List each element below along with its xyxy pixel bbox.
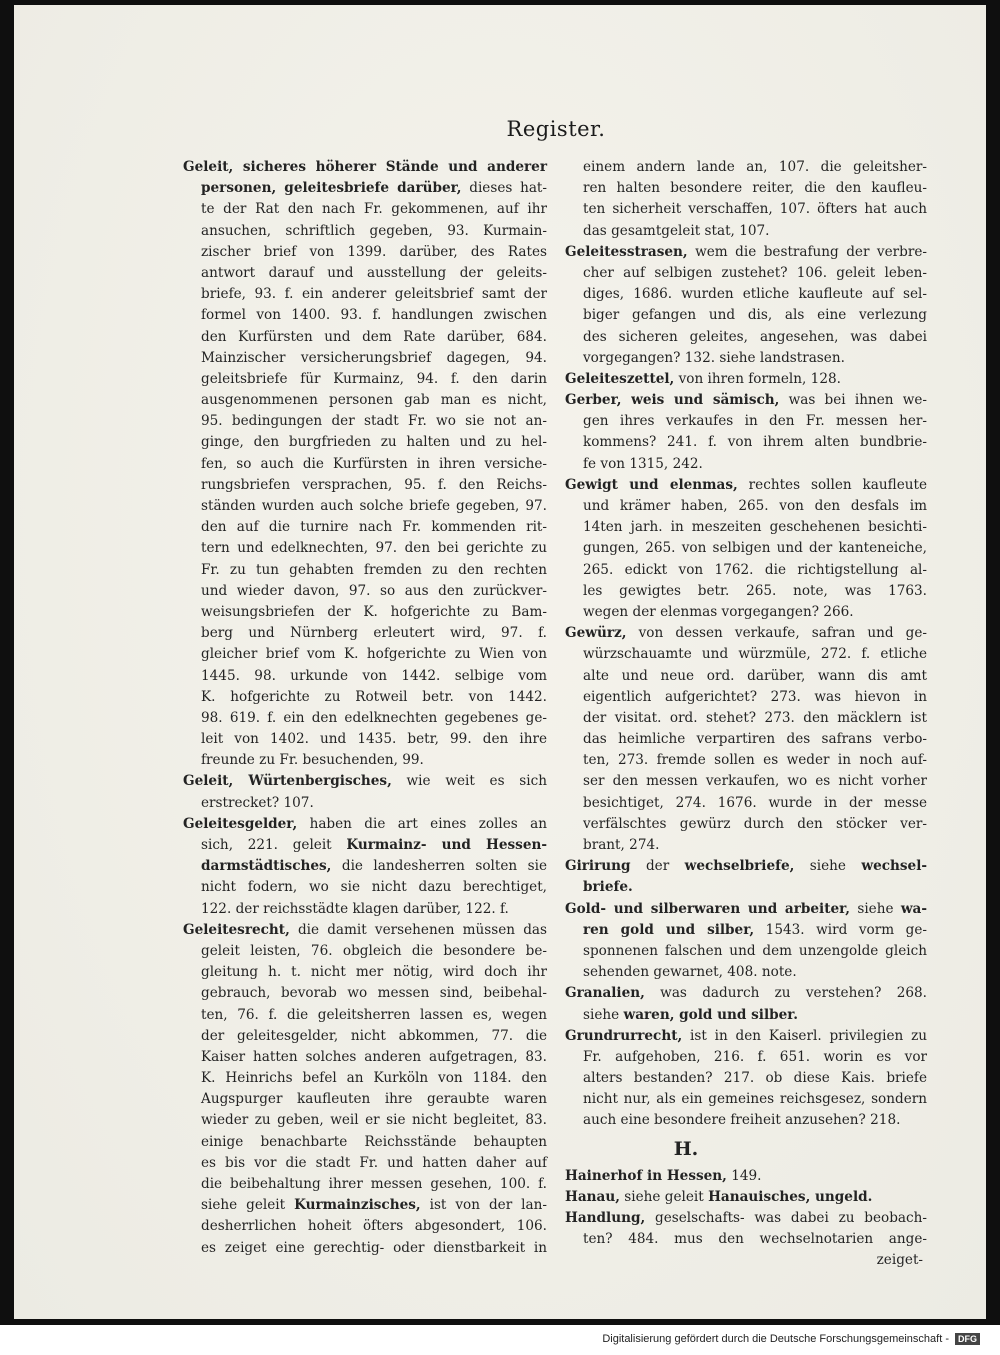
- entry-text: Augspurger kaufleuten ihre geraubte waren: [201, 1091, 547, 1108]
- text-line: [565, 1005, 927, 1026]
- text-line: [183, 899, 547, 920]
- text-line: [183, 263, 547, 284]
- entry-keyword: Geleitesgelder,: [183, 815, 298, 832]
- text-line: [565, 983, 927, 1004]
- entry-text: cher auf selbigen zustehet? 106. geleit leben-: [583, 264, 927, 281]
- text-line: [183, 157, 547, 178]
- text-line: [565, 1208, 927, 1229]
- text-line: [183, 199, 547, 220]
- entry-text: die damit versehenen müssen das: [289, 921, 547, 938]
- text-line: [183, 1216, 547, 1237]
- entry-keyword: ren gold und silber,: [583, 921, 755, 938]
- entry-text: briefe, 93. f. ein anderer geleitsbrief samt der: [201, 286, 547, 303]
- text-line: [183, 623, 547, 644]
- text-line: [565, 284, 927, 305]
- entry-text: erstrecket? 107.: [201, 794, 314, 811]
- entry-text: wegen der elenmas vorgegangen? 266.: [583, 603, 854, 620]
- scanned-page: [14, 5, 986, 1319]
- entry-keyword: Geleitesstrasen,: [565, 243, 688, 260]
- entry-text: ser den messen verkaufen, wo es nicht vorher: [583, 773, 927, 790]
- entry-text: es zeiget eine gerechtig- oder dienstbarkeit in: [201, 1239, 547, 1256]
- entry-text: Mainzischer versicherungsbrief dagegen, 94.: [201, 349, 547, 366]
- entry-text: te der Rat den nach Fr. gekommenen, auf ihr: [201, 201, 547, 218]
- text-line: [565, 560, 927, 581]
- text-line: [183, 348, 547, 369]
- entry-text: weisungsbriefen der K. hofgerichte zu Bam-: [201, 603, 547, 620]
- text-line: [183, 750, 547, 771]
- entry-text: siehe: [583, 1006, 624, 1023]
- entry-text: dieses hat-: [461, 180, 547, 197]
- entry-text: gleitung h. t. nicht mer nötig, wird doch ihr: [201, 964, 547, 981]
- entry-text: das heimliche verpartiren des safrans verbo-: [583, 731, 927, 748]
- text-line: [183, 284, 547, 305]
- entry-text: alte und neue ord. darüber, wann dis amt: [583, 667, 927, 684]
- entry-text: die landesherren solten sie: [331, 858, 547, 875]
- entry-text: 95. bedingungen der stadt Fr. wo sie not an-: [201, 413, 547, 430]
- entry-text: einige benachbarte Reichsstände behaupten: [201, 1133, 547, 1150]
- entry-keyword: wechselbriefe,: [684, 858, 795, 875]
- text-line: [565, 666, 927, 687]
- entry-keyword: briefe.: [583, 879, 633, 896]
- text-line: [565, 390, 927, 411]
- entry-text: Kaiser hatten solches anderen aufgetragen, 83.: [201, 1048, 547, 1065]
- text-line: [183, 221, 547, 242]
- entry-keyword: wechsel-: [861, 858, 927, 875]
- text-line: [183, 962, 547, 983]
- text-line: [565, 814, 927, 835]
- entry-text: gungen, 265. von selbigen und der kanteneiche,: [583, 540, 927, 557]
- entry-keyword: Geleiteszettel,: [565, 370, 675, 387]
- text-line: [565, 856, 927, 877]
- text-line: [565, 1187, 927, 1208]
- entry-text: brant, 274.: [583, 837, 660, 853]
- entry-text: sponnenen falschen und dem unzengolde gleich: [583, 942, 927, 959]
- text-line: [565, 793, 927, 814]
- text-line: [183, 178, 547, 199]
- entry-text: und wieder davon, 97. so aus den zurückver-: [201, 582, 547, 599]
- left-column: [183, 157, 547, 1259]
- entry-text: was dadurch zu verstehen? 268.: [644, 985, 927, 1002]
- text-line: [183, 687, 547, 708]
- text-line: [183, 454, 547, 475]
- entry-text: wieder zu geben, weil er sie nicht begleitet, 83.: [201, 1112, 547, 1129]
- entry-text: und krämer haben, 265. von den desfals im: [583, 498, 927, 514]
- entry-text: 98. 619. f. ein den edelknechten gegebenes ge-: [201, 709, 547, 726]
- text-line: [565, 157, 927, 178]
- entry-keyword: Hainerhof in Hessen,: [565, 1167, 727, 1184]
- entry-keyword: waren, gold und silber.: [623, 1006, 798, 1023]
- text-line: [183, 581, 547, 602]
- text-line: [183, 708, 547, 729]
- text-line: [565, 729, 927, 750]
- entry-text: H.: [673, 1137, 699, 1160]
- text-line: [183, 560, 547, 581]
- text-line: [183, 1153, 547, 1174]
- entry-text: geleitsbriefe für Kurmainz, 94. f. den darin: [201, 370, 547, 387]
- entry-text: einem andern lande an, 107. die geleitsher-: [583, 159, 927, 175]
- entry-text: ständen wurden auch solche briefe gegeben, 97.: [201, 498, 547, 514]
- entry-text: siehe: [850, 900, 901, 917]
- entry-text: ist in den Kaiserl. privilegien zu: [682, 1027, 927, 1044]
- text-line: [183, 666, 547, 687]
- text-line: [183, 305, 547, 326]
- entry-text: sich, 221. geleit: [201, 837, 347, 853]
- entry-text: gleicher brief vom K. hofgerichte zu Wien von: [201, 646, 547, 663]
- entry-text: verfälschtes gewürz durch den stöcker ver-: [583, 815, 927, 832]
- text-line: [565, 496, 927, 517]
- text-line: [565, 877, 927, 898]
- text-line: [565, 263, 927, 284]
- text-line: [183, 729, 547, 750]
- right-column: [565, 157, 927, 1272]
- text-line: [565, 602, 927, 623]
- entry-text: ginge, den burgfrieden zu halten und zu hel-: [201, 434, 547, 451]
- entry-text: alters bestanden? 217. ob diese Kais. briefe: [583, 1070, 927, 1087]
- entry-keyword: Hanauisches, ungeld.: [708, 1188, 873, 1205]
- entry-text: ten? 484. mus den wechselnotarien ange-: [583, 1231, 927, 1248]
- entry-text: 1445. 98. urkunde von 1442. selbige vom: [201, 667, 547, 684]
- entry-keyword: Handlung,: [565, 1210, 646, 1226]
- text-line: [183, 432, 547, 453]
- entry-text: gebrauch, bevorab wo messen sind, beibehal-: [201, 985, 547, 1002]
- entry-text: nicht fodern, wo sie nicht dazu berechtiget,: [201, 879, 547, 896]
- entry-text: die beibehaltung ihrer messen gesehen, 100. f.: [201, 1176, 547, 1192]
- entry-text: vorgegangen? 132. siehe landstrasen.: [583, 349, 845, 366]
- entry-text: 265. edickt von 1762. die richtigstellung al-: [583, 561, 927, 578]
- text-line: [565, 581, 927, 602]
- entry-text: 1543. wird vorm ge-: [754, 921, 927, 938]
- text-line: [565, 348, 927, 369]
- entry-text: ren halten besondere reiter, die den kaufleu-: [583, 180, 927, 197]
- catchword: [565, 1250, 927, 1271]
- entry-text: eigentlich aufgerichtet? 273. was hievon in: [583, 688, 927, 705]
- entry-text: K. Heinrichs befel an Kurköln von 1184. den: [201, 1070, 547, 1087]
- text-line: [565, 411, 927, 432]
- text-line: [565, 1089, 927, 1110]
- text-line: [565, 454, 927, 475]
- text-line: [565, 1068, 927, 1089]
- entry-keyword: darmstädtisches,: [201, 858, 332, 875]
- entry-text: Fr. zu tun gehabten fremden zu den rechten: [201, 561, 547, 578]
- entry-text: der visitat. ord. stehet? 273. den mäcklern ist: [583, 709, 927, 726]
- entry-text: siehe geleit: [201, 1197, 295, 1214]
- entry-text: würzschauamte und würzmüle, 272. f. etliche: [583, 646, 927, 663]
- text-line: [565, 305, 927, 326]
- text-line: [183, 1026, 547, 1047]
- entry-text: das gesamtgeleit stat, 107.: [583, 222, 770, 239]
- entry-text: biger gefangen und dis, als eine verlezung: [583, 307, 927, 324]
- entry-keyword: Gewürz,: [565, 625, 627, 642]
- entry-text: was bei ihnen we-: [779, 392, 927, 409]
- text-line: [183, 1174, 547, 1195]
- entry-keyword: Kurmainzisches,: [294, 1197, 421, 1214]
- text-line: [565, 1026, 927, 1047]
- entry-text: den Kurfürsten und dem Rate darüber, 684.: [201, 328, 547, 345]
- entry-text: besichtiget, 274. 1676. wurde in der messe: [583, 794, 927, 811]
- entry-text: der geleitesgelder, nicht abkommen, 77. die: [201, 1027, 547, 1044]
- text-line: [183, 411, 547, 432]
- text-line: [183, 327, 547, 348]
- text-line: [565, 899, 927, 920]
- text-line: [183, 835, 547, 856]
- entry-text: wie weit es sich: [391, 773, 547, 790]
- entry-text: wem die bestrafung der verbre-: [687, 243, 927, 260]
- text-line: [565, 242, 927, 263]
- entry-text: geleit leisten, 76. obgleich die besondere be-: [201, 942, 547, 959]
- text-line: [565, 835, 927, 856]
- entry-text: tern und edelknechten, 97. den bei gerichte zu: [201, 540, 547, 557]
- text-line: [183, 793, 547, 814]
- entry-text: ist von der lan-: [420, 1197, 547, 1214]
- entry-text: nicht nur, als ein gemeines reichsgesez, sondern: [583, 1091, 927, 1108]
- text-line: [183, 644, 547, 665]
- entry-text: des sicheren geleites, angesehen, was dabei: [583, 328, 927, 345]
- text-line: [183, 771, 547, 792]
- entry-text: desherrlichen hoheit öfters abgesondert, 106.: [201, 1218, 547, 1235]
- entry-text: K. hofgerichte zu Rotweil betr. von 1442.: [201, 688, 547, 705]
- text-line: [565, 750, 927, 771]
- text-line: [183, 1195, 547, 1216]
- entry-text: zeiget-: [876, 1252, 923, 1269]
- text-line: [183, 538, 547, 559]
- entry-keyword: Kurmainz- und Hessen-: [346, 837, 547, 853]
- text-line: [183, 242, 547, 263]
- text-line: [183, 517, 547, 538]
- text-line: [565, 178, 927, 199]
- text-line: [565, 199, 927, 220]
- text-line: [183, 856, 547, 877]
- text-line: [183, 1068, 547, 1089]
- entry-text: siehe: [794, 858, 862, 875]
- entry-text: siehe geleit: [619, 1188, 709, 1205]
- entry-text: ten sicherheit verschaffen, 107. öfters hat auch: [583, 201, 927, 218]
- entry-keyword: Grundrurrecht,: [565, 1027, 683, 1044]
- text-line: [565, 369, 927, 390]
- entry-text: leit von 1402. und 1435. betr, 99. den ihre: [201, 731, 547, 748]
- entry-text: sehenden gewarnet, 408. note.: [583, 964, 797, 981]
- entry-text: fe von 1315, 242.: [583, 455, 703, 472]
- entry-text: von dessen verkaufe, safran und ge-: [626, 625, 927, 642]
- entry-text: von ihren formeln, 128.: [674, 370, 841, 387]
- page-header: Register.: [506, 117, 606, 141]
- text-line: [565, 475, 927, 496]
- text-line: [565, 644, 927, 665]
- entry-text: ten, 76. f. die geleitsherren lassen es, wegen: [201, 1006, 547, 1023]
- text-line: [183, 602, 547, 623]
- section-letter: [565, 1132, 927, 1166]
- entry-text: kommens? 241. f. von ihrem alten bundbrie-: [583, 434, 927, 451]
- text-line: [565, 623, 927, 644]
- text-line: [183, 369, 547, 390]
- text-line: [183, 920, 547, 941]
- entry-text: gen ihres verkaufes in den Fr. messen her-: [583, 413, 927, 430]
- footer-credit: [0, 1333, 980, 1345]
- entry-keyword: Girirung: [565, 858, 631, 875]
- entry-text: diges, 1686. wurden etliche kaufleute auf sel-: [583, 286, 927, 303]
- entry-keyword: Gold- und silberwaren und arbeiter,: [565, 900, 851, 917]
- footer-text: Digitalisierung gefördert durch die Deutsche Forschungsgemeinschaft -: [602, 1333, 949, 1345]
- entry-text: freunde zu Fr. besuchenden, 99.: [201, 752, 424, 769]
- entry-keyword: Geleitesrecht,: [183, 921, 290, 938]
- entry-keyword: Geleit, Würtenbergisches,: [183, 773, 392, 790]
- text-line: [183, 475, 547, 496]
- entry-text: les gewigtes betr. 265. note, was 1763.: [583, 582, 927, 599]
- entry-keyword: Hanau,: [565, 1188, 620, 1205]
- entry-keyword: wa-: [900, 900, 927, 917]
- text-line: [565, 538, 927, 559]
- text-line: [565, 941, 927, 962]
- text-line: [183, 983, 547, 1004]
- entry-text: zischer brief von 1399. darüber, des Rates: [201, 243, 547, 260]
- text-line: [565, 517, 927, 538]
- text-line: [565, 920, 927, 941]
- text-line: [183, 1005, 547, 1026]
- text-line: [565, 221, 927, 242]
- entry-keyword: Gerber, weis und sämisch,: [565, 392, 780, 409]
- entry-text: auch eine besondere freiheit anzusehen? 218.: [583, 1112, 901, 1129]
- text-line: [183, 1047, 547, 1068]
- text-line: [183, 1238, 547, 1259]
- text-line: [183, 941, 547, 962]
- entry-keyword: Gewigt und elenmas,: [565, 476, 738, 493]
- entry-keyword: personen, geleitesbriefe darüber,: [201, 180, 462, 197]
- text-line: [183, 1110, 547, 1131]
- entry-text: der: [630, 858, 685, 875]
- entry-text: ansuchen, schriftlich gegeben, 93. Kurmain-: [201, 222, 547, 239]
- entry-text: den auf die turnire nach Fr. kommenden rit-: [201, 519, 547, 536]
- entry-text: rungsbriefen versprachen, 95. f. den Reichs-: [201, 476, 547, 493]
- entry-text: ten, 273. fremde sollen es weder in noch auf-: [583, 752, 927, 769]
- entry-text: fen, so auch die Kurfürsten in ihren versiche-: [201, 455, 547, 472]
- entry-text: Fr. aufgehoben, 216. f. 651. worin es vor: [583, 1048, 927, 1065]
- entry-text: formel von 1400. 93. f. handlungen zwischen: [201, 307, 547, 324]
- text-line: [565, 327, 927, 348]
- text-line: [565, 708, 927, 729]
- text-line: [183, 877, 547, 898]
- entry-keyword: Geleit, sicheres höherer Stände und anderer: [183, 159, 547, 175]
- entry-text: geselschafts- was dabei zu beobach-: [645, 1210, 927, 1226]
- text-line: [183, 1089, 547, 1110]
- entry-text: 149.: [726, 1167, 762, 1184]
- entry-text: 14ten jarh. in meszeiten geschehenen besichti-: [583, 519, 927, 536]
- entry-text: es bis vor die stadt Fr. und hatten daher auf: [201, 1154, 547, 1171]
- dfg-logo: DFG: [955, 1333, 980, 1345]
- entry-text: antwort darauf und ausstellung der geleits-: [201, 264, 547, 281]
- text-line: [183, 496, 547, 517]
- text-line: [565, 962, 927, 983]
- text-line: [565, 1110, 927, 1131]
- text-line: [565, 1166, 927, 1187]
- entry-text: berg und Nürnberg erleutert wird, 97. f.: [201, 625, 547, 642]
- entry-text: ausgenommenen personen gab man es nicht,: [201, 392, 547, 409]
- text-line: [565, 771, 927, 792]
- text-line: [565, 1229, 927, 1250]
- text-line: [565, 1047, 927, 1068]
- entry-text: haben die art eines zolles an: [297, 815, 547, 832]
- entry-keyword: Granalien,: [565, 985, 645, 1002]
- text-line: [183, 390, 547, 411]
- text-line: [183, 1132, 547, 1153]
- text-line: [565, 687, 927, 708]
- entry-text: 122. der reichsstädte klagen darüber, 122. f.: [201, 900, 509, 917]
- text-line: [183, 814, 547, 835]
- text-line: [565, 432, 927, 453]
- entry-text: rechtes sollen kaufleute: [737, 476, 927, 493]
